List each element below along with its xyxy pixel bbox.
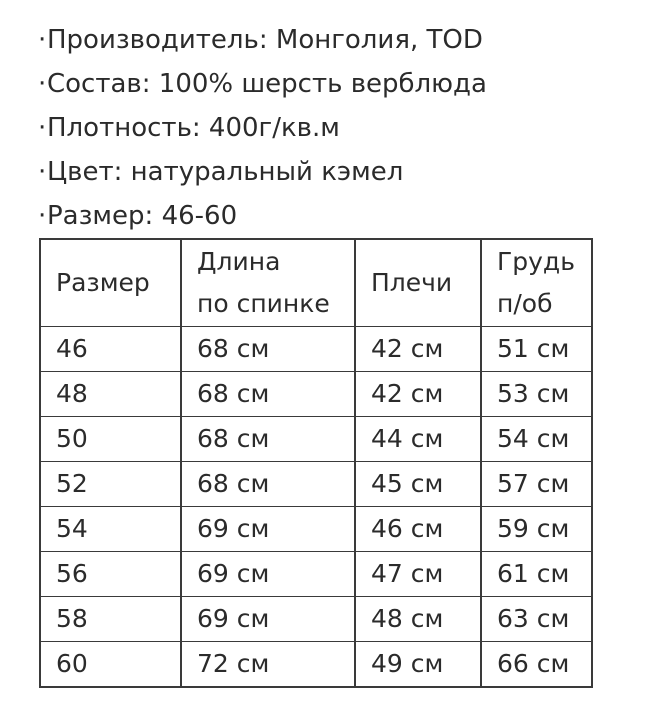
cell-chest: 59 см bbox=[481, 507, 592, 552]
table-row bbox=[40, 642, 592, 688]
cell-shoulders: 42 см bbox=[355, 372, 481, 417]
cell-shoulders: 48 см bbox=[355, 597, 481, 642]
header-chest: Грудь п/об bbox=[481, 239, 592, 327]
cell-shoulders: 42 см bbox=[355, 327, 481, 372]
table-row bbox=[40, 372, 592, 417]
cell-shoulders: 45 см bbox=[355, 462, 481, 507]
table-row bbox=[40, 507, 592, 552]
cell-size: 54 bbox=[40, 507, 181, 552]
info-color: ·Цвет: натуральный кэмел bbox=[38, 157, 404, 187]
cell-size: 48 bbox=[40, 372, 181, 417]
table-row bbox=[40, 462, 592, 507]
cell-size: 56 bbox=[40, 552, 181, 597]
cell-chest: 61 см bbox=[481, 552, 592, 597]
table-row bbox=[40, 597, 592, 642]
cell-chest: 63 см bbox=[481, 597, 592, 642]
product-info-list bbox=[38, 18, 487, 238]
cell-back-length: 69 см bbox=[181, 552, 355, 597]
cell-size: 58 bbox=[40, 597, 181, 642]
header-back-length: Длина по спинке bbox=[181, 239, 355, 327]
cell-size: 46 bbox=[40, 327, 181, 372]
cell-back-length: 68 см bbox=[181, 417, 355, 462]
cell-back-length: 68 см bbox=[181, 462, 355, 507]
cell-back-length: 69 см bbox=[181, 597, 355, 642]
cell-back-length: 68 см bbox=[181, 372, 355, 417]
cell-shoulders: 44 см bbox=[355, 417, 481, 462]
cell-size: 60 bbox=[40, 642, 181, 688]
cell-size: 52 bbox=[40, 462, 181, 507]
info-density: ·Плотность: 400г/кв.м bbox=[38, 113, 340, 143]
header-size: Размер bbox=[40, 239, 181, 327]
cell-back-length: 72 см bbox=[181, 642, 355, 688]
cell-shoulders: 49 см bbox=[355, 642, 481, 688]
info-composition: ·Состав: 100% шерсть верблюда bbox=[38, 69, 487, 99]
info-manufacturer: ·Производитель: Монголия, TOD bbox=[38, 25, 483, 55]
cell-shoulders: 47 см bbox=[355, 552, 481, 597]
table-row bbox=[40, 417, 592, 462]
cell-size: 50 bbox=[40, 417, 181, 462]
cell-chest: 57 см bbox=[481, 462, 592, 507]
cell-back-length: 68 см bbox=[181, 327, 355, 372]
table-header-row bbox=[40, 239, 592, 327]
header-shoulders: Плечи bbox=[355, 239, 481, 327]
cell-chest: 54 см bbox=[481, 417, 592, 462]
cell-chest: 53 см bbox=[481, 372, 592, 417]
cell-chest: 66 см bbox=[481, 642, 592, 688]
table-row bbox=[40, 552, 592, 597]
table-row bbox=[40, 327, 592, 372]
cell-chest: 51 см bbox=[481, 327, 592, 372]
info-size-range: ·Размер: 46-60 bbox=[38, 201, 238, 231]
size-chart-table bbox=[39, 238, 593, 688]
cell-shoulders: 46 см bbox=[355, 507, 481, 552]
cell-back-length: 69 см bbox=[181, 507, 355, 552]
